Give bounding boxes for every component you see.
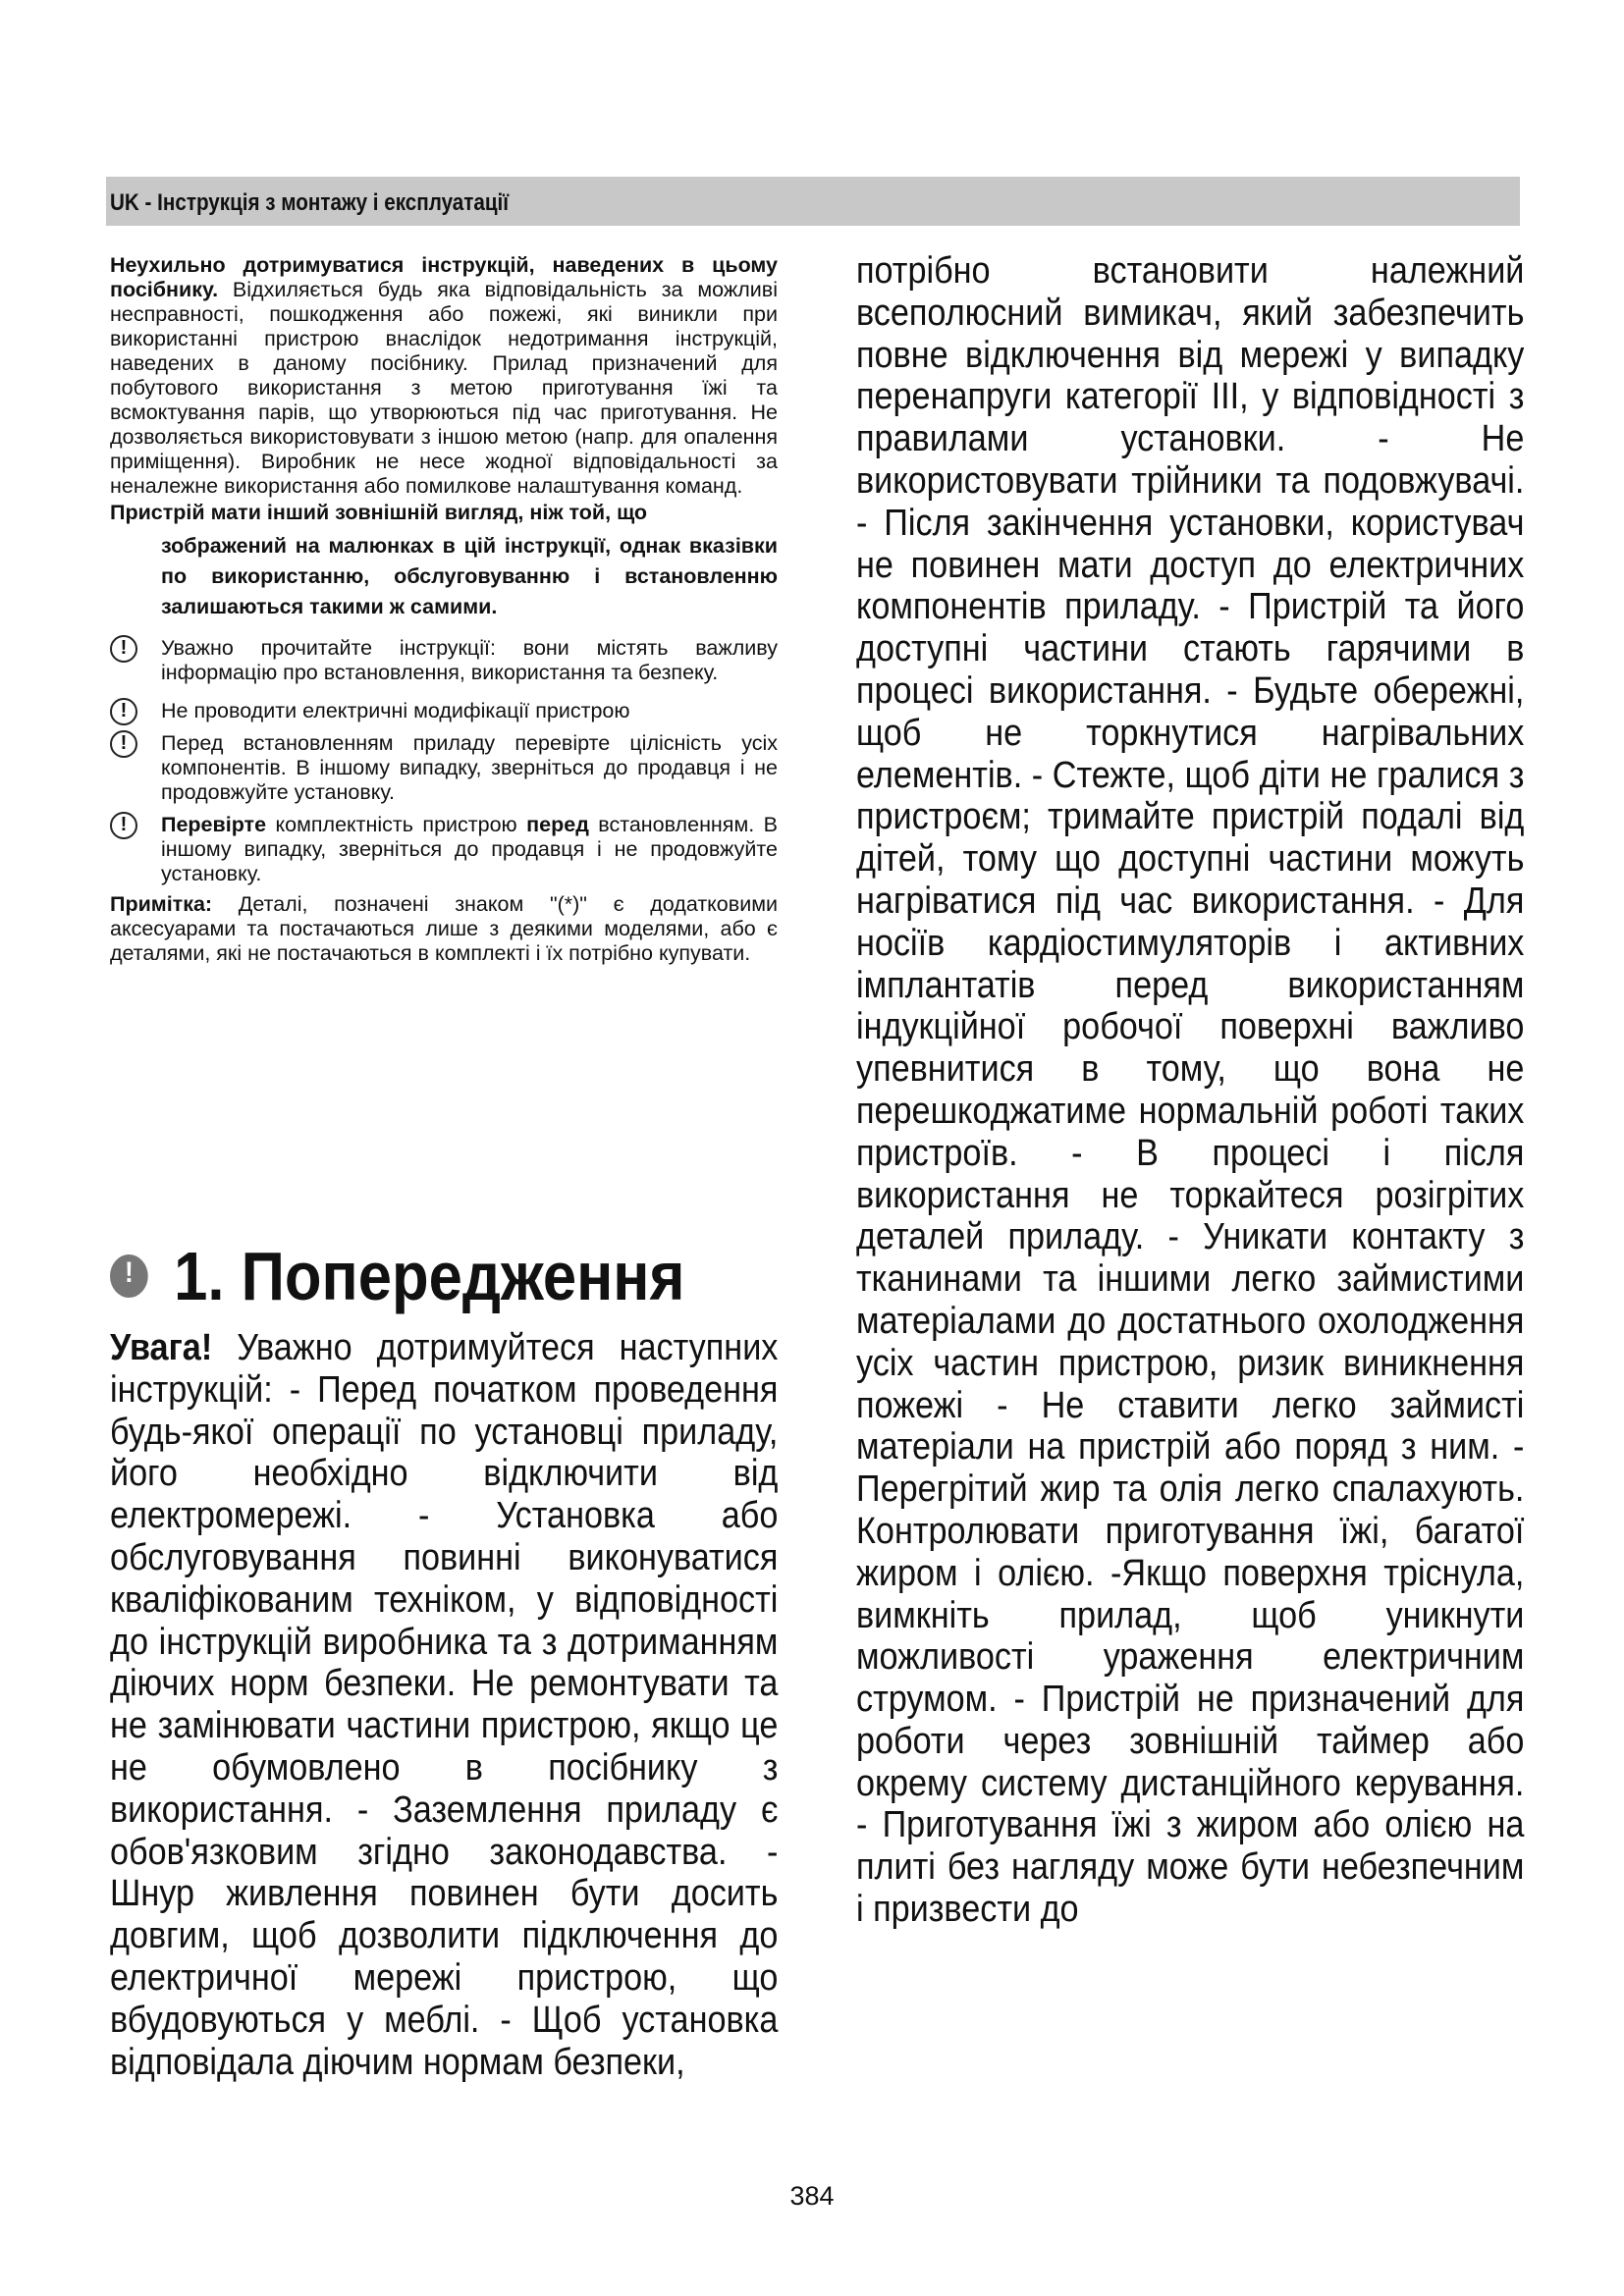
right-column	[856, 250, 1598, 1931]
warning-text: Уважно прочитайте інструкції: вони містять важливу інформацію про встановлення, використання та безпеку.	[161, 636, 778, 684]
intro-paragraph	[110, 253, 778, 499]
warning-check-completeness	[110, 813, 778, 886]
section-title: 1. Попередження	[174, 1238, 685, 1314]
intro-bold: Неухильно дотримуватися інструкцій, наведених в цьому посібнику.	[110, 253, 778, 301]
warning-icon: !	[110, 812, 137, 839]
appearance-note-rest: зображений на малюнках в цій інструкції, однак вказівки по використанню, обслуговуванню і встановленню залишаються такими ж самими.	[161, 534, 778, 618]
note-text: Деталі, позначені знаком "(*)" є додатковими аксесуарами та постачаються лише з деякими моделями, або є деталями, які не постачаються в комплекті і їх потрібно купувати.	[110, 892, 778, 965]
section-heading	[110, 1237, 684, 1315]
attention-paragraph	[110, 1327, 778, 2083]
warning-text: Перед встановленням приладу перевірте цілісність усіх компонентів. В іншому випадку, зверніться до продавця і не продовжуйте установку.	[161, 731, 778, 804]
note-label: Примітка:	[110, 892, 213, 916]
left-large-text	[110, 1327, 852, 2083]
appearance-note-first: Пристрій мати інший зовнішній вигляд, ніж той, що	[110, 501, 648, 524]
warning-check-components	[110, 731, 778, 805]
attention-text: Уважно дотримуйтеся наступних інструкцій: - Перед початком проведення будь-якої операції по установці приладу, його необхідно відключити від електромережі. - Установка або обслуговування повинні виконуватися кваліфікованим техніком, у відповідності до інструкцій виробника та з дотриманням діючих норм безпеки. Не ремонтувати та не замінювати частини пристрою, якщо це не обумовлено в посібнику з використання. - Заземлення приладу є обов'язковим згідно законодавства. - Шнур живлення повинен бути досить довгим, щоб дозволити підключення до електричної мережі пристрою, що вбудовуються у меблі. - Щоб установка відповідала діючим нормам безпеки,	[110, 1327, 779, 2083]
appearance-note	[110, 501, 778, 622]
right-column-text: потрібно встановити належний всеполюсний вимикач, який забезпечить повне відключення від мережі у випадку перенапруги категорії III, у відповідності з правилами установки. - Не використовувати трійники та подовжувачі. - Після закінчення установки, користувач не повинен мати доступ до електричних компонентів приладу. - Пристрій та його доступні частини стають гарячими в процесі використання. - Будьте обережні, щоб не торкнутися нагрівальних елементів. - Стежте, щоб діти не гралися з пристроєм; тримайте пристрій подалі від дітей, тому що доступні частини можуть нагріватися під час використання. - Для носіїв кардіостимуляторів і активних імплантатів перед використанням індукційної робочої поверхні важливо упевнитися в тому, що вона не перешкоджатиме нормальній роботі таких пристроїв. - В процесі і після використання не торкайтеся розігрітих деталей приладу. - Уникати контакту з тканинами та іншими легко займистими матеріалами до достатнього охолодження усіх частин пристрою, ризик виникнення пожежі - Не ставити легко займисті матеріали на пристрій або поряд з ним. - Перегрітий жир та олія легко спалахують. Контролювати приготування їжі, багатої жиром і олією. -Якщо поверхня тріснула, вимкніть прилад, щоб уникнути можливості ураження електричним струмом. - Пристрій не призначений для роботи через зовнішній таймер або окрему систему дистанційного керування. - Приготування їжі з жиром або олією на плиті без нагляду може бути небезпечним і призвести до	[856, 250, 1525, 1931]
warning-icon: !	[110, 730, 137, 758]
page-number: 384	[789, 2181, 835, 2211]
warning-triangle-icon	[110, 1255, 148, 1298]
warning-text: встановленням. В іншому випадку, зверніться до продавця і не продовжуйте установку.	[161, 813, 779, 885]
warning-read-instructions	[110, 636, 778, 685]
warning-bold: Перевірте	[161, 813, 267, 836]
warning-bold: перед	[526, 813, 589, 836]
warning-icon: !	[110, 635, 137, 663]
warning-text: комплектність пристрою	[266, 813, 527, 836]
warning-text: Не проводити електричні модифікації пристрою	[161, 699, 630, 722]
note-paragraph	[110, 892, 778, 966]
attention-label: Увага!	[110, 1327, 213, 1368]
intro-block	[110, 253, 778, 966]
warning-no-modifications	[110, 699, 778, 723]
header-title: UK - Інструкція з монтажу і експлуатації	[110, 189, 510, 216]
warning-icon: !	[110, 698, 137, 725]
intro-text: Відхиляється будь яка відповідальність за можливі несправності, пошкодження або пожежі, які виникли при використанні пристрою внаслідок недотримання інструкцій, наведених в даному посібнику. Прилад призначений для побутового використання з метою приготування їжі та всмоктування парів, що утворюються під час приготування. Не дозволяється використовувати з іншою метою (напр. для опалення приміщення). Виробник не несе жодної відповідальності за неналежне використання або помилкове налаштування команд.	[110, 278, 778, 498]
